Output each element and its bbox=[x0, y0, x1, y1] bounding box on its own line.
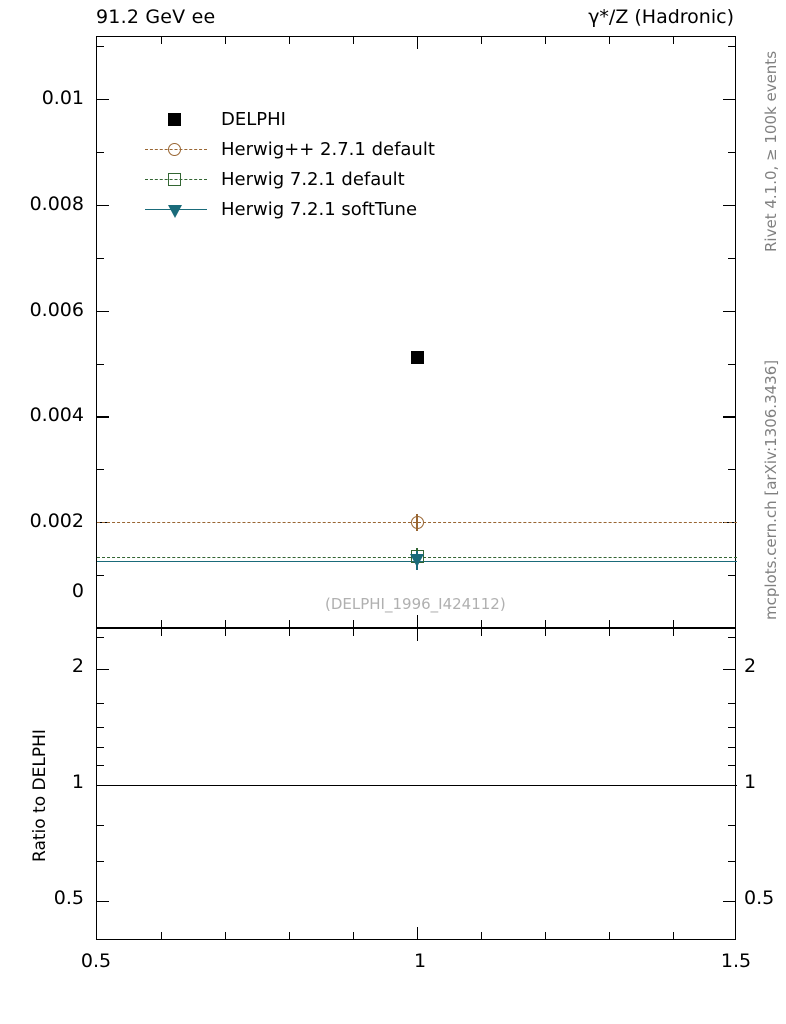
ytick-minor-right bbox=[728, 765, 735, 766]
ytick-main-right bbox=[723, 205, 735, 206]
square-open-icon bbox=[168, 173, 181, 186]
legend-entry-herwigpp-271-default bbox=[141, 135, 441, 165]
ytick-label-ratio-2: 2 bbox=[71, 655, 84, 677]
ytick-minor-right bbox=[728, 637, 735, 638]
xtick-minor bbox=[673, 620, 674, 627]
xtick-minor bbox=[481, 620, 482, 627]
ytick-main-0.006 bbox=[97, 311, 109, 312]
xtick-minor bbox=[353, 620, 354, 627]
mcplots-reference-note: mcplots.cern.ch [arXiv:1306.3436] bbox=[762, 359, 780, 620]
xtick-ratio-bottom-1 bbox=[417, 927, 418, 939]
ytick-minor-right bbox=[728, 861, 735, 862]
ytick-minor bbox=[97, 637, 104, 638]
legend-symbol-herwig-721-softtune bbox=[141, 195, 211, 225]
ytick-ratio-right-0.5 bbox=[723, 901, 735, 902]
xtick-minor bbox=[545, 629, 546, 636]
triangle-down-icon bbox=[168, 205, 182, 218]
xtick-minor bbox=[225, 620, 226, 627]
ytick-minor bbox=[97, 575, 104, 576]
xtick-minor bbox=[161, 932, 162, 939]
legend-entry-herwig-721-softtune bbox=[141, 195, 441, 225]
legend-label-herwigpp-271-default: Herwig++ 2.7.1 default bbox=[221, 139, 435, 160]
xtick-minor bbox=[545, 620, 546, 627]
legend-label-delphi: DELPHI bbox=[221, 109, 286, 130]
ytick-label-main-0.008: 0.008 bbox=[29, 193, 84, 215]
datapoint-herwigpp-271-default bbox=[411, 516, 424, 529]
datapoint-delphi bbox=[411, 351, 424, 364]
datapoint-herwig-721-softtune bbox=[410, 554, 424, 567]
ytick-ratio-right-2 bbox=[723, 669, 735, 670]
xtick-minor bbox=[609, 932, 610, 939]
ytick-label-main-0.01: 0.01 bbox=[41, 87, 84, 109]
ytick-minor bbox=[97, 747, 104, 748]
ytick-minor bbox=[97, 258, 104, 259]
ratio-reference-line bbox=[97, 785, 737, 786]
legend-entry-herwig-721-default bbox=[141, 165, 441, 195]
xtick-minor bbox=[225, 37, 226, 44]
main-plot-frame bbox=[96, 36, 736, 628]
plot-title-left: 91.2 GeV ee bbox=[96, 6, 216, 28]
legend bbox=[141, 105, 441, 225]
ytick-label-ratio-right-1: 1 bbox=[744, 771, 757, 793]
ytick-minor-right bbox=[728, 469, 735, 470]
xtick-minor bbox=[609, 620, 610, 627]
legend-symbol-herwig-721-default bbox=[141, 165, 211, 195]
xtick-minor bbox=[673, 37, 674, 44]
xtick-minor bbox=[481, 629, 482, 636]
xtick-label-1.5: 1.5 bbox=[720, 950, 752, 972]
ytick-main-right bbox=[723, 416, 735, 417]
ytick-minor bbox=[97, 727, 104, 728]
ytick-minor-right bbox=[728, 747, 735, 748]
ytick-minor-right bbox=[728, 825, 735, 826]
ytick-label-ratio-0.5: 0.5 bbox=[53, 887, 84, 909]
ytick-label-main-0.006: 0.006 bbox=[29, 299, 84, 321]
ratio-plot-frame bbox=[96, 628, 736, 940]
analysis-id-watermark: (DELPHI_1996_I424112) bbox=[325, 595, 506, 613]
ytick-minor-right bbox=[728, 364, 735, 365]
ytick-main-right bbox=[723, 99, 735, 100]
ytick-minor bbox=[97, 469, 104, 470]
ytick-main-0.004 bbox=[97, 416, 109, 417]
ytick-minor-right bbox=[728, 575, 735, 576]
ytick-minor-right bbox=[728, 727, 735, 728]
ytick-main-0.01 bbox=[97, 99, 109, 100]
ytick-ratio-2 bbox=[97, 669, 109, 670]
circle-open-icon bbox=[168, 143, 181, 156]
xtick-minor bbox=[161, 629, 162, 636]
ytick-minor-right bbox=[728, 258, 735, 259]
ytick-minor bbox=[97, 765, 104, 766]
ytick-minor bbox=[97, 364, 104, 365]
xtick-minor bbox=[353, 932, 354, 939]
xtick-minor bbox=[353, 629, 354, 636]
xtick-label-0.5: 0.5 bbox=[80, 950, 112, 972]
xtick-minor bbox=[161, 620, 162, 627]
ratio-axis-title: Ratio to DELPHI bbox=[30, 729, 50, 862]
xtick-minor bbox=[289, 629, 290, 636]
ytick-minor bbox=[97, 825, 104, 826]
ytick-label-ratio-right-0.5: 0.5 bbox=[744, 887, 775, 909]
xtick-minor bbox=[673, 629, 674, 636]
ytick-minor bbox=[97, 152, 104, 153]
legend-label-herwig-721-softtune: Herwig 7.2.1 softTune bbox=[221, 199, 418, 220]
xtick-minor bbox=[225, 629, 226, 636]
rivet-version-note: Rivet 4.1.0, ≥ 100k events bbox=[762, 50, 780, 252]
legend-symbol-herwigpp-271-default bbox=[141, 135, 211, 165]
xtick-minor bbox=[609, 629, 610, 636]
xtick-minor bbox=[673, 932, 674, 939]
xtick-minor bbox=[289, 932, 290, 939]
xtick-minor bbox=[545, 37, 546, 44]
square-filled-icon bbox=[168, 113, 181, 126]
ytick-minor-right bbox=[728, 152, 735, 153]
ytick-label-ratio-right-2: 2 bbox=[744, 655, 757, 677]
xtick-minor bbox=[545, 932, 546, 939]
ytick-minor bbox=[97, 703, 104, 704]
xtick-minor bbox=[161, 37, 162, 44]
xtick-top-1 bbox=[417, 37, 418, 49]
xtick-bottom-1 bbox=[417, 615, 418, 627]
ytick-main-right bbox=[723, 311, 735, 312]
ytick-label-main-0.004: 0.004 bbox=[29, 404, 84, 426]
ytick-ratio-0.5 bbox=[97, 901, 109, 902]
ytick-minor-right bbox=[728, 46, 735, 47]
xtick-label-1: 1 bbox=[413, 950, 427, 972]
xtick-minor bbox=[481, 932, 482, 939]
xtick-ratio-top-1 bbox=[417, 629, 418, 641]
xtick-minor bbox=[353, 37, 354, 44]
legend-label-herwig-721-default: Herwig 7.2.1 default bbox=[221, 169, 405, 190]
xtick-minor bbox=[609, 37, 610, 44]
legend-symbol-delphi bbox=[141, 105, 211, 135]
legend-entry-delphi bbox=[141, 105, 441, 135]
xtick-minor bbox=[481, 37, 482, 44]
plot-title-right: γ*/Z (Hadronic) bbox=[588, 6, 734, 28]
ytick-label-main-0.002: 0.002 bbox=[29, 510, 84, 532]
xtick-minor bbox=[289, 620, 290, 627]
xtick-minor bbox=[225, 932, 226, 939]
xtick-minor bbox=[289, 37, 290, 44]
ytick-minor bbox=[97, 46, 104, 47]
ytick-label-main-0: 0 bbox=[71, 580, 84, 602]
ytick-label-ratio-1: 1 bbox=[71, 771, 84, 793]
ytick-minor bbox=[97, 861, 104, 862]
ytick-minor-right bbox=[728, 703, 735, 704]
ytick-main-0.008 bbox=[97, 205, 109, 206]
